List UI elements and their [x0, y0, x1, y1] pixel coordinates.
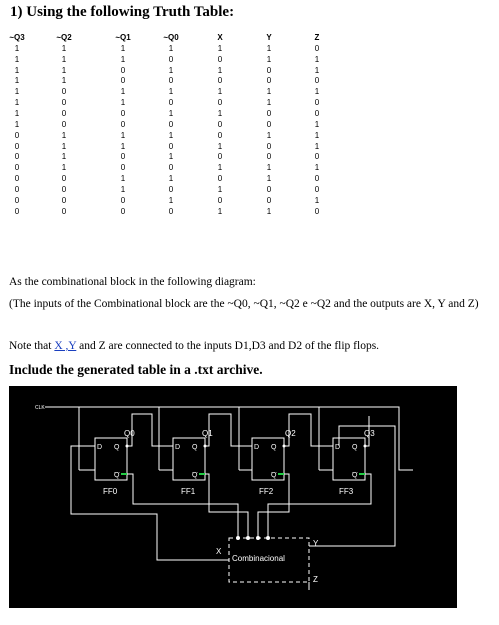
table-cell: 1 — [217, 163, 223, 173]
ff3-qbar-label: Q — [352, 472, 358, 479]
table-cell: 1 — [120, 98, 126, 108]
truth-table-header-row — [5, 32, 341, 43]
table-cell: 0 — [14, 195, 20, 205]
table-row — [5, 195, 341, 206]
table-row — [5, 108, 341, 119]
table-cell: 1 — [120, 184, 126, 194]
table-cell: 1 — [14, 108, 20, 118]
table-cell: 0 — [61, 174, 67, 184]
table-cell: 1 — [61, 130, 67, 140]
table-cell: 0 — [266, 119, 272, 129]
paragraph-inputs: (The inputs of the Combinational block are the ~Q0, ~Q1, ~Q2 e ~Q2 and the outputs are X, Y and Z) — [9, 298, 479, 310]
table-cell: 0 — [168, 119, 174, 129]
table-cell: 0 — [217, 130, 223, 140]
junction-dot — [246, 536, 250, 540]
table-cell: 0 — [314, 174, 320, 184]
table-cell: 0 — [14, 163, 20, 173]
table-cell: 0 — [314, 152, 320, 162]
column-header-z: Z — [314, 33, 320, 42]
table-cell: 0 — [14, 141, 20, 151]
table-cell: 1 — [217, 108, 223, 118]
table-cell: 1 — [120, 141, 126, 151]
table-cell: 1 — [217, 206, 223, 216]
table-row — [5, 206, 341, 217]
table-cell: 1 — [61, 141, 67, 151]
ff3-output-label: Q3 — [364, 429, 375, 438]
column-header-q2: ~Q2 — [56, 33, 72, 42]
ff2-d-label: D — [254, 444, 260, 451]
table-cell: 0 — [168, 54, 174, 64]
wire-q0bar — [127, 474, 238, 538]
table-row — [5, 97, 341, 108]
table-cell: 1 — [168, 130, 174, 140]
table-cell: 1 — [61, 163, 67, 173]
table-cell: 0 — [168, 141, 174, 151]
table-cell: 0 — [61, 119, 67, 129]
ff3-d-label: D — [335, 444, 341, 451]
table-cell: 1 — [14, 119, 20, 129]
table-cell: 0 — [61, 98, 67, 108]
ff0-output-label: Q0 — [124, 429, 135, 438]
table-cell: 1 — [266, 174, 272, 184]
note-link[interactable]: X ,Y — [54, 340, 77, 352]
junction-dot — [283, 445, 286, 448]
table-cell: 1 — [61, 43, 67, 53]
ff1-d-label: D — [175, 444, 181, 451]
table-row — [5, 151, 341, 162]
table-cell: 1 — [120, 174, 126, 184]
ff2-q-label: Q — [271, 444, 277, 451]
ff3-q-label: Q — [352, 444, 358, 451]
table-cell: 1 — [168, 108, 174, 118]
table-cell: 0 — [120, 163, 126, 173]
table-cell: 1 — [314, 130, 320, 140]
column-header-q0: ~Q0 — [163, 33, 179, 42]
wire-q2bar — [258, 474, 289, 538]
table-cell: 1 — [217, 141, 223, 151]
table-cell: 0 — [266, 141, 272, 151]
table-cell: 0 — [120, 108, 126, 118]
table-cell: 1 — [266, 87, 272, 97]
table-cell: 1 — [217, 65, 223, 75]
table-cell: 1 — [217, 43, 223, 53]
table-cell: 0 — [217, 152, 223, 162]
table-cell: 1 — [266, 130, 272, 140]
junction-dot — [256, 536, 260, 540]
junction-dot — [204, 445, 207, 448]
junction-dot — [364, 445, 367, 448]
table-cell: 1 — [266, 43, 272, 53]
table-cell: 1 — [120, 87, 126, 97]
table-cell: 0 — [14, 184, 20, 194]
table-cell: 1 — [168, 195, 174, 205]
table-cell: 0 — [314, 98, 320, 108]
table-cell: 1 — [14, 76, 20, 86]
table-cell: 1 — [168, 152, 174, 162]
table-cell: 0 — [314, 184, 320, 194]
table-row — [5, 65, 341, 76]
table-cell: 0 — [61, 195, 67, 205]
table-cell: 1 — [217, 184, 223, 194]
clock-label: CLK — [35, 405, 45, 411]
table-cell: 0 — [168, 163, 174, 173]
table-cell: 0 — [14, 130, 20, 140]
table-row — [5, 141, 341, 152]
table-cell: 1 — [14, 43, 20, 53]
ff0-d-label: D — [97, 444, 103, 451]
table-row — [5, 162, 341, 173]
table-row — [5, 173, 341, 184]
table-cell: 1 — [14, 54, 20, 64]
column-header-y: Y — [266, 33, 272, 42]
table-cell: 1 — [168, 174, 174, 184]
table-cell: 0 — [61, 87, 67, 97]
table-cell: 0 — [314, 43, 320, 53]
note-suffix: and Z are connected to the inputs D1,D3 and D2 of the flip flops. — [76, 340, 380, 352]
table-cell: 0 — [14, 174, 20, 184]
table-cell: 1 — [120, 130, 126, 140]
ff1-name-label: FF1 — [181, 487, 196, 496]
ff0-q-label: Q — [114, 444, 120, 451]
table-cell: 0 — [217, 195, 223, 205]
table-cell: 0 — [168, 98, 174, 108]
ff2-output-label: Q2 — [285, 429, 296, 438]
page-title: 1) Using the following Truth Table: — [10, 4, 235, 20]
table-row — [5, 86, 341, 97]
table-cell: 1 — [266, 54, 272, 64]
table-cell: 0 — [266, 184, 272, 194]
table-cell: 0 — [266, 65, 272, 75]
table-cell: 1 — [14, 98, 20, 108]
table-cell: 1 — [314, 163, 320, 173]
ff0-name-label: FF0 — [103, 487, 118, 496]
table-cell: 0 — [168, 184, 174, 194]
table-cell: 1 — [120, 43, 126, 53]
table-cell: 0 — [120, 65, 126, 75]
junction-dot — [126, 445, 129, 448]
column-header-q1: ~Q1 — [115, 33, 131, 42]
table-cell: 0 — [120, 206, 126, 216]
column-header-x: X — [217, 33, 223, 42]
table-cell: 1 — [168, 87, 174, 97]
column-header-q3: ~Q3 — [9, 33, 25, 42]
ff1-qbar-label: Q — [192, 472, 198, 479]
table-cell: 1 — [314, 119, 320, 129]
circuit-svg — [9, 386, 457, 608]
paragraph-note — [9, 339, 489, 354]
table-row — [5, 76, 341, 87]
table-cell: 1 — [168, 43, 174, 53]
ff0-qbar-label: Q — [114, 472, 120, 479]
truth-table — [5, 32, 341, 217]
table-cell: 1 — [266, 206, 272, 216]
table-cell: 0 — [120, 119, 126, 129]
table-cell: 1 — [61, 54, 67, 64]
table-cell: 0 — [168, 76, 174, 86]
truth-table-body — [5, 43, 341, 217]
wire-q3bar — [268, 474, 371, 538]
table-row — [5, 119, 341, 130]
table-row — [5, 130, 341, 141]
table-cell: 0 — [61, 184, 67, 194]
table-cell: 1 — [168, 65, 174, 75]
table-cell: 0 — [266, 76, 272, 86]
table-cell: 0 — [120, 152, 126, 162]
table-cell: 1 — [314, 141, 320, 151]
junction-dot — [266, 536, 270, 540]
table-cell: 0 — [120, 76, 126, 86]
table-cell: 0 — [266, 195, 272, 205]
table-row — [5, 184, 341, 195]
output-x-label: X — [216, 547, 222, 556]
table-cell: 1 — [61, 152, 67, 162]
table-cell: 0 — [217, 76, 223, 86]
ff2-qbar-label: Q — [271, 472, 277, 479]
ff1-output-label: Q1 — [202, 429, 213, 438]
output-y-label: Y — [313, 539, 319, 548]
table-cell: 1 — [314, 54, 320, 64]
table-cell: 0 — [120, 195, 126, 205]
table-cell: 1 — [61, 65, 67, 75]
instruction-text: Include the generated table in a .txt archive. — [9, 362, 263, 377]
table-cell: 0 — [217, 54, 223, 64]
table-cell: 0 — [61, 108, 67, 118]
table-cell: 0 — [314, 76, 320, 86]
table-cell: 0 — [217, 119, 223, 129]
table-cell: 0 — [266, 108, 272, 118]
combinational-label: Combinacional — [232, 554, 285, 563]
table-cell: 0 — [266, 152, 272, 162]
junction-dot — [236, 536, 240, 540]
circuit-diagram — [9, 386, 457, 608]
table-cell: 0 — [14, 152, 20, 162]
table-cell: 1 — [314, 195, 320, 205]
table-cell: 0 — [314, 108, 320, 118]
ff2-name-label: FF2 — [259, 487, 274, 496]
table-cell: 1 — [120, 54, 126, 64]
table-cell: 1 — [14, 87, 20, 97]
note-prefix: Note that — [9, 340, 55, 352]
table-cell: 1 — [266, 98, 272, 108]
table-cell: 1 — [266, 163, 272, 173]
table-cell: 0 — [314, 206, 320, 216]
ff3-name-label: FF3 — [339, 487, 354, 496]
table-cell: 1 — [217, 87, 223, 97]
table-cell: 1 — [314, 87, 320, 97]
ff1-q-label: Q — [192, 444, 198, 451]
paragraph-intro: As the combinational block in the following diagram: — [9, 276, 256, 288]
table-cell: 0 — [14, 206, 20, 216]
table-row — [5, 43, 341, 54]
table-cell: 1 — [314, 65, 320, 75]
table-cell: 0 — [168, 206, 174, 216]
wire-q1bar — [205, 474, 248, 538]
table-cell: 1 — [14, 65, 20, 75]
table-cell: 0 — [61, 206, 67, 216]
table-row — [5, 54, 341, 65]
table-cell: 0 — [217, 98, 223, 108]
table-cell: 0 — [217, 174, 223, 184]
table-cell: 1 — [61, 76, 67, 86]
output-z-label: Z — [313, 575, 318, 584]
